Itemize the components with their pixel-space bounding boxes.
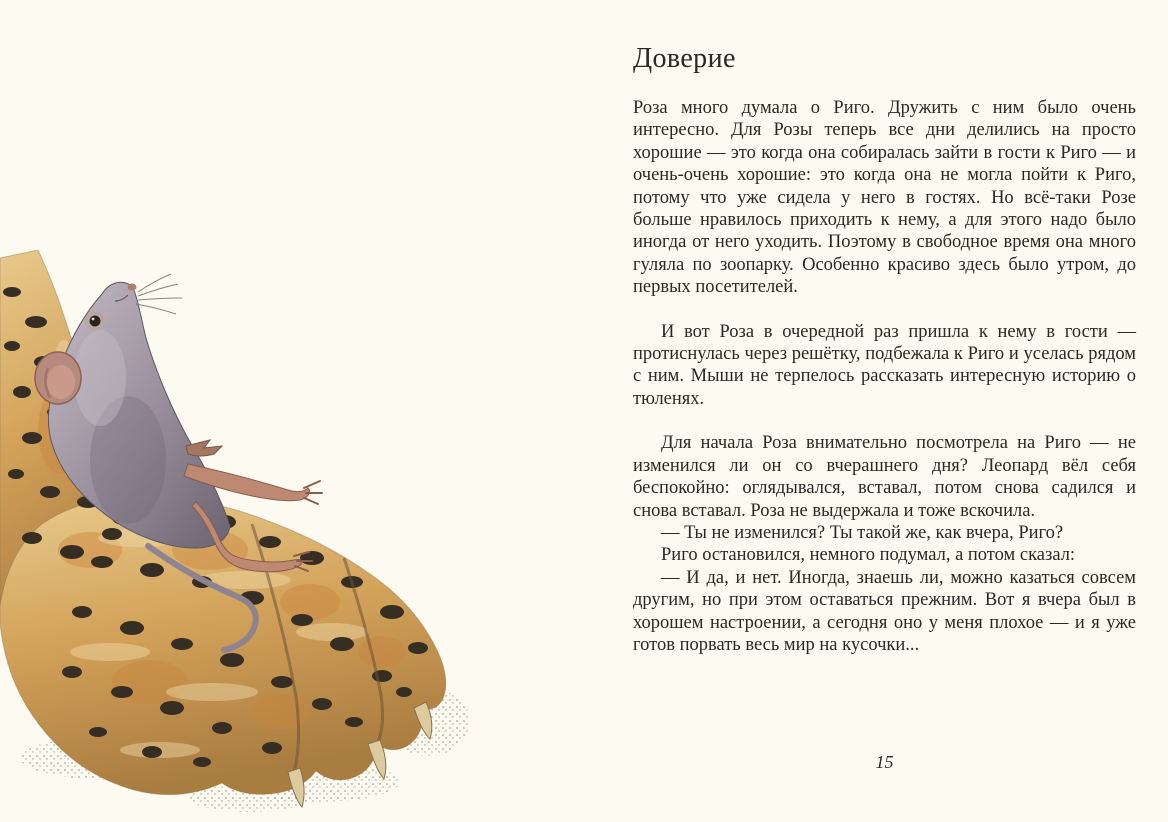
page-number: 15 [875, 752, 894, 772]
text-column [633, 44, 1136, 656]
paragraph-2: И вот Роза в очередной раз пришла к нему в гости — протиснулась через решётку, подбежала к Риго и уселась рядом с ним. Мыши не терпелось рассказать интересную историю о тюленях. [633, 321, 1136, 409]
mouse-toes-raised [304, 481, 322, 504]
paragraph-6-dialogue: — И да, и нет. Иногда, знаешь ли, можно казаться совсем другим, но при этом оставаться прежним. Вот я вчера был в хорошем настроении, а сегодня оно у меня плохое — и я уже готов порвать весь мир на кусочки... [633, 567, 1136, 655]
chapter-title: Доверие [633, 43, 736, 74]
mouse-nose [128, 284, 137, 291]
mouse-eye-highlight [92, 318, 95, 321]
illustration-mouse-on-leopard-paw [0, 250, 470, 822]
mouse-whiskers [136, 274, 182, 314]
mouse-eye [90, 316, 101, 327]
paragraph-3: Для начала Роза внимательно посмотрела на Риго — не изменился ли он со вчерашнего дня? Леопард вёл себя беспокойно: оглядывался, вставал, потом снова садился и снова вставал. Роза не выдержала и тоже вскочила. [633, 433, 1136, 521]
paragraph-4-dialogue: — Ты не изменился? Ты такой же, как вчера, Риго? [661, 522, 1064, 543]
mouse-forepaw [186, 440, 222, 456]
paragraph-1: Роза много думала о Риго. Дружить с ним было очень интересно. Для Розы теперь все дни делились на просто хорошие — это когда она собиралась зайти в гости к Риго — и очень-очень хорошие: это когда она не могла пойти к Риго, потому что уже сидела у него в гостях. Но всё-таки Розе больше нравилось приходить к нему, а для этого надо было иногда от него уходить. Поэтому в свободное время она много гуляла по зоопарку. Особенно красиво здесь было утром, до первых посетителей. [633, 98, 1136, 298]
mouse-ear-inner [47, 365, 75, 399]
paragraph-5: Риго остановился, немного подумал, а потом сказал: [661, 545, 1076, 566]
mouse-chest-highlight [74, 330, 126, 426]
